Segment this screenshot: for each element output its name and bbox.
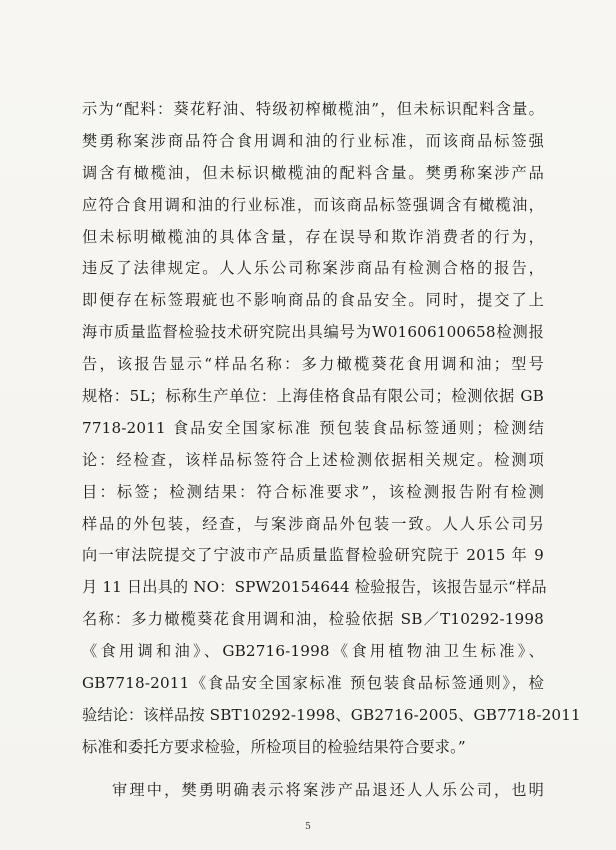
text-line-4: 应符合食用调和油的行业标准，而该商品标签强调含有橄榄油，: [82, 195, 544, 214]
text-line-15: 向一审法院提交了宁波市产品质量监督检验研究院于 2015 年 9: [82, 546, 544, 565]
text-line-1: 示为“配料：葵花籽油、特级初榨橄榄油”，但未标识配料含量。: [82, 100, 544, 118]
text-line-8: 海市质量监督检验技术研究院出具编号为W01606100658检测报: [82, 323, 544, 342]
text-line-19: GB7718-2011《食品安全国家标准 预包装食品标签通则》，检: [82, 674, 544, 693]
text-line-5: 但未标明橄榄油的具体含量，存在误导和欺诈消费者的行为，: [82, 227, 544, 246]
text-line-9: 告，该报告显示“样品名称：多力橄榄葵花食用调和油；型号: [82, 355, 544, 374]
text-line-13: 目：标签；检测结果：符合标准要求”，该检测报告附有检测: [82, 482, 544, 501]
text-line-6: 违反了法律规定。人人乐公司称案涉商品有检测合格的报告，: [82, 259, 544, 278]
text-line-17: 名称：多力橄榄葵花食用调和油，检验依据 SB／T10292-1998: [82, 610, 544, 629]
text-line-20: 验结论：该样品按 SBT10292-1998、GB2716-2005、GB7718-2011: [82, 705, 581, 724]
paragraph-gap: [82, 764, 544, 775]
text-line-14: 样品的外包装，经查，与案涉商品外包装一致。人人乐公司另: [82, 514, 544, 533]
text-line-10: 规格：5L；标称生产单位：上海佳格食品有限公司；检测依据 GB: [82, 387, 544, 406]
text-line-12: 论：经检查，该样品标签符合上述检测依据相关规定。检测项: [82, 450, 544, 469]
text-line-21: 标准和委托方要求检验，所检项目的检验结果符合要求。”: [82, 737, 466, 756]
second-paragraph-line: 审理中，樊勇明确表示将案涉产品退还人人乐公司，也明: [112, 780, 544, 799]
text-line-7: 即便存在标签瑕疵也不影响商品的食品安全。同时，提交了上: [82, 291, 544, 310]
text-line-16: 月 11 日出具的 NO：SPW20154644 检验报告，该报告显示“样品: [82, 578, 547, 597]
page-number: 5: [305, 822, 311, 832]
body-text: [82, 94, 581, 807]
text-line-11: 7718-2011 食品安全国家标准 预包装食品标签通则；检测结: [82, 418, 544, 437]
text-line-2: 樊勇称案涉商品符合食用调和油的行业标准，而该商品标签强: [82, 131, 544, 150]
text-line-3: 调含有橄榄油，但未标识橄榄油的配料含量。樊勇称案涉产品: [82, 163, 544, 182]
text-line-18: 《食用调和油》、GB2716-1998《食用植物油卫生标准》、: [82, 642, 544, 661]
